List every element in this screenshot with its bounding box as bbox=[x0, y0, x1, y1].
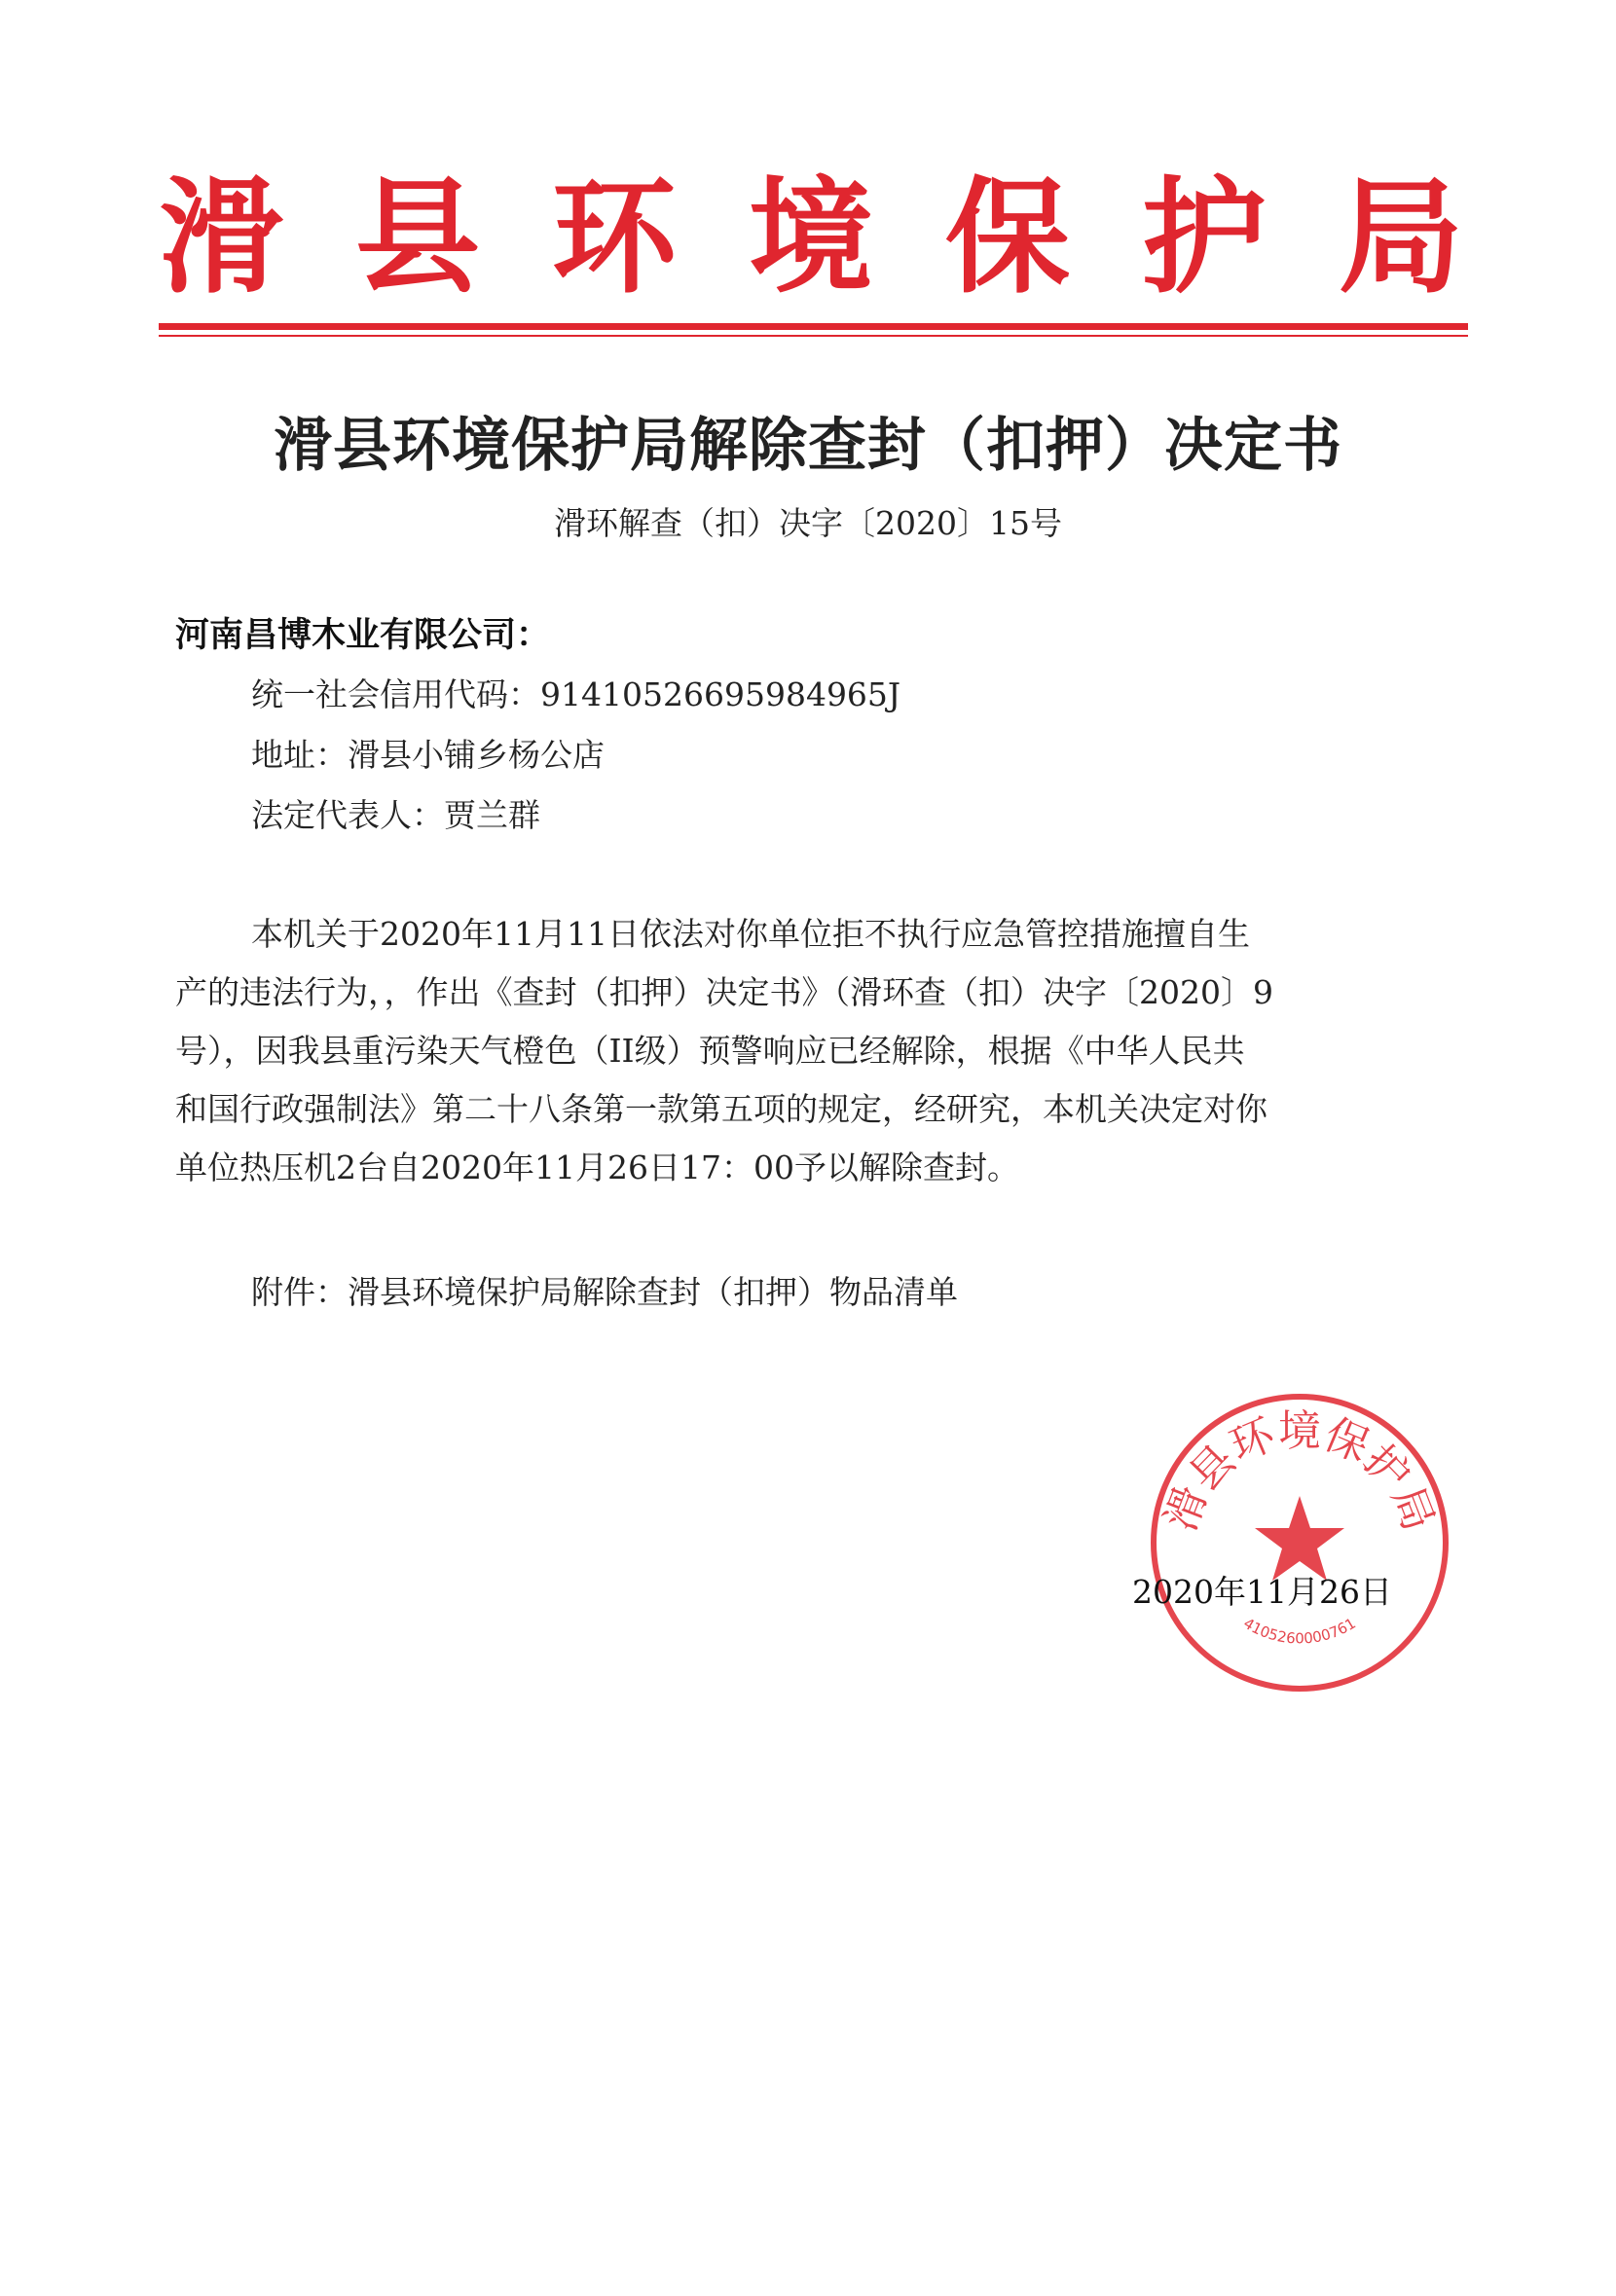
masthead-char: 环 bbox=[551, 165, 677, 310]
official-seal-stamp bbox=[1144, 1387, 1455, 1698]
decision-body bbox=[175, 905, 1446, 1197]
recipient-name: 河南昌博木业有限公司： bbox=[175, 616, 551, 655]
masthead-char: 境 bbox=[748, 165, 873, 310]
body-line: 本机关于2020年11月11日依法对你单位拒不执行应急管控措施擅自生 bbox=[251, 915, 1250, 953]
agency-masthead bbox=[159, 165, 1463, 311]
masthead-char: 护 bbox=[1141, 165, 1267, 310]
masthead-char: 滑 bbox=[159, 165, 284, 310]
document-title: 滑县环境保护局解除查封（扣押）决定书 bbox=[274, 412, 1342, 480]
body-line: 和国行政强制法》第二十八条第一款第五项的规定，经研究，本机关决定对你 bbox=[175, 1090, 1267, 1128]
body-line: 号），因我县重污染天气橙色（II级）预警响应已经解除，根据《中华人民共 bbox=[175, 1032, 1245, 1070]
seal-text: 滑县环境保护局 bbox=[1156, 1406, 1444, 1538]
body-line: 单位热压机2台自2020年11月26日17：00予以解除查封。 bbox=[175, 1148, 1019, 1186]
credit-code: 统一社会信用代码：91410526695984965J bbox=[251, 675, 901, 713]
legal-representative: 法定代表人：贾兰群 bbox=[251, 796, 540, 834]
masthead-divider-thin bbox=[159, 335, 1468, 337]
issue-date: 2020年11月26日 bbox=[1132, 1573, 1392, 1611]
masthead-char: 保 bbox=[944, 165, 1070, 310]
attachment-note: 附件：滑县环境保护局解除查封（扣押）物品清单 bbox=[251, 1273, 958, 1311]
seal-code: 4105260000761 bbox=[1240, 1614, 1359, 1648]
seal-graphic bbox=[1144, 1387, 1455, 1698]
masthead-char: 局 bbox=[1338, 165, 1463, 310]
address: 地址：滑县小铺乡杨公店 bbox=[251, 736, 605, 774]
masthead-divider-thick bbox=[159, 323, 1468, 330]
document-number: 滑环解查（扣）决字〔2020〕15号 bbox=[554, 504, 1062, 542]
body-line: 产的违法行为，，作出《查封（扣押）决定书》（滑环查（扣）决字〔2020〕9 bbox=[175, 973, 1273, 1011]
masthead-char: 县 bbox=[354, 165, 480, 310]
